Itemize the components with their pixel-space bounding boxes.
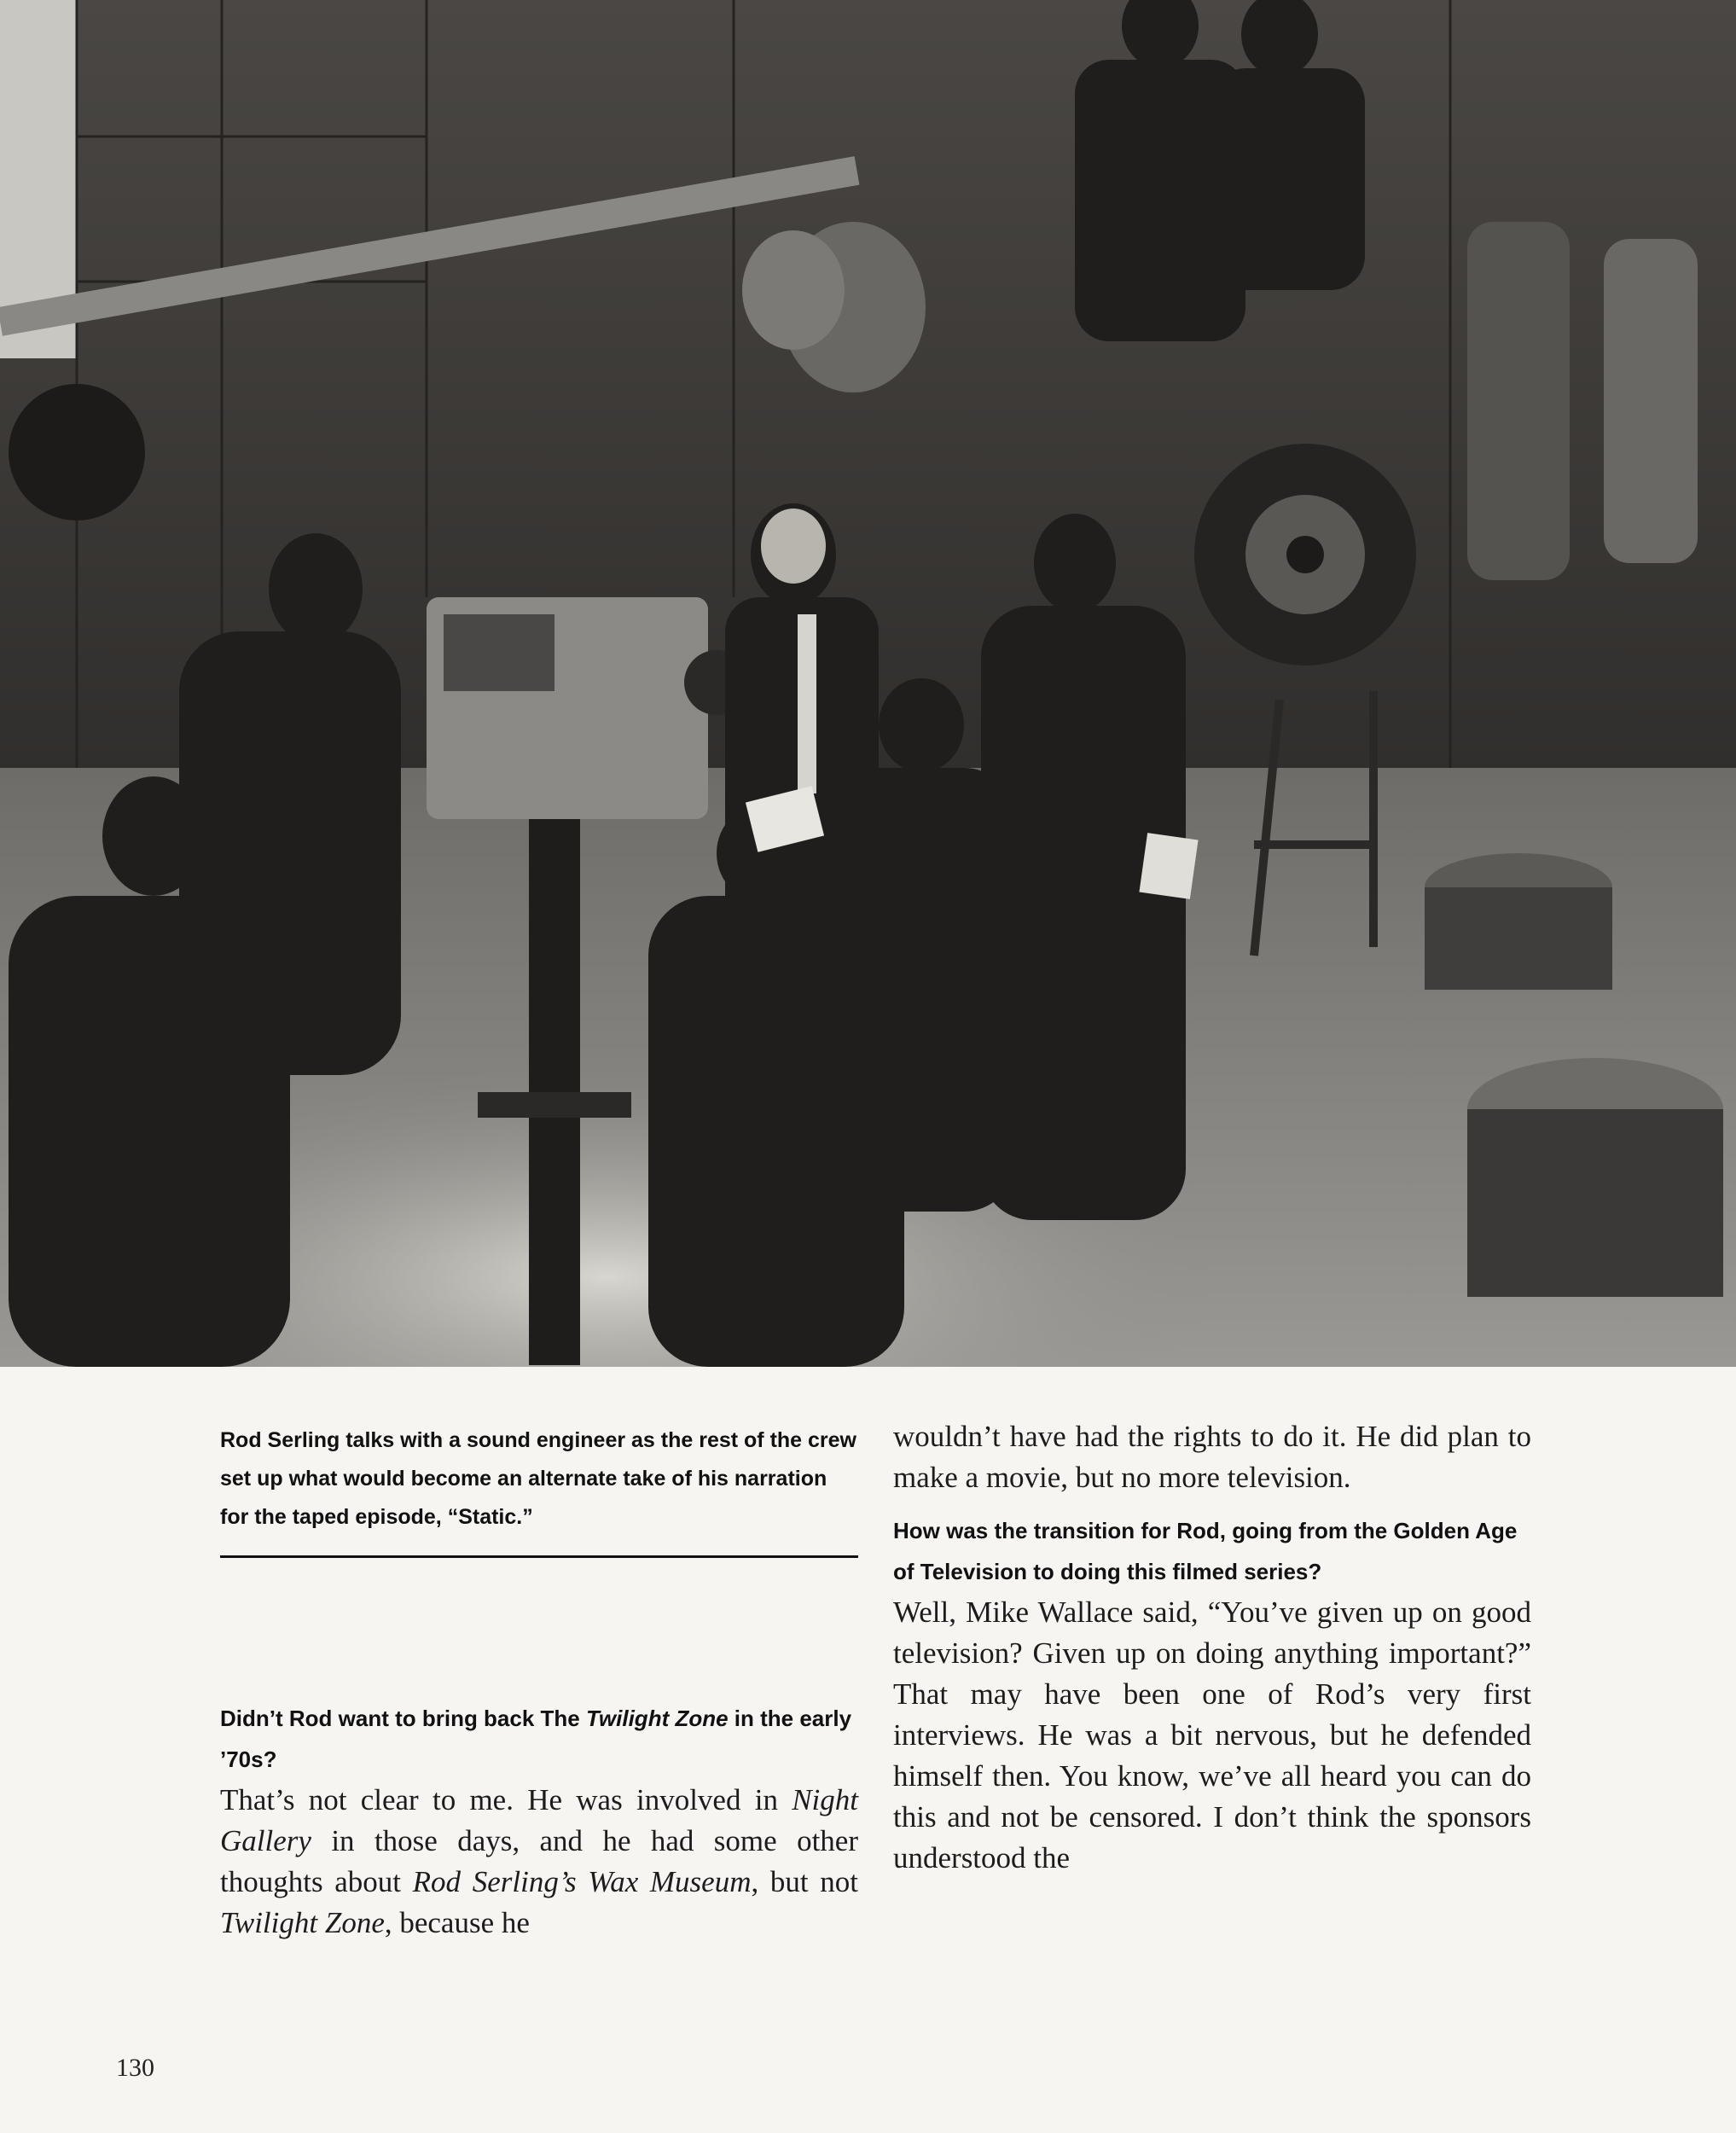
interview-question: How was the transition for Rod, going from the Golden Age of Television to doing this filmed series?	[893, 1518, 1518, 1584]
question-text-part: Didn’t Rod want to bring back The	[220, 1706, 586, 1731]
answer-title-italic: Twilight Zone	[220, 1906, 385, 1939]
answer-text-part: That’s not clear to me. He was involved in	[220, 1783, 793, 1816]
page-number: 130	[116, 2054, 154, 2082]
answer-title-italic: Night Gallery	[220, 1783, 858, 1857]
left-column	[220, 1698, 858, 1944]
right-column	[893, 1416, 1531, 1879]
question-text-part: in the early ’70s?	[220, 1706, 852, 1772]
photo-caption-text: Rod Serling talks with a sound engineer as the rest of the crew set up what would become an alternate take of his narration for the taped episode, “Static.”	[220, 1428, 856, 1529]
paragraph-gap	[893, 1498, 1531, 1510]
answer-text-part: , because he	[384, 1906, 530, 1939]
photo-caption	[220, 1421, 858, 1558]
question-title-italic: Twilight Zone	[586, 1706, 729, 1731]
answer-text-part: , but not	[751, 1865, 859, 1898]
answer-title-italic: Rod Serling’s Wax Museum	[412, 1865, 752, 1898]
continued-answer: wouldn’t have had the rights to do it. He did plan to make a movie, but no more television.	[893, 1420, 1531, 1494]
interview-question	[220, 1698, 858, 1780]
interview-answer: Well, Mike Wallace said, “You’ve given up on good television? Given up on doing anything important?” That may have been one of Rod’s very first interviews. He was a bit nervous, but he defended himself then. You know, we’ve all heard you can do this and not be censored. I don’t think the sponsors understood the	[893, 1595, 1531, 1874]
answer-text-part: in those days, and he had some other thoughts about	[220, 1824, 858, 1898]
interview-answer	[220, 1780, 858, 1944]
